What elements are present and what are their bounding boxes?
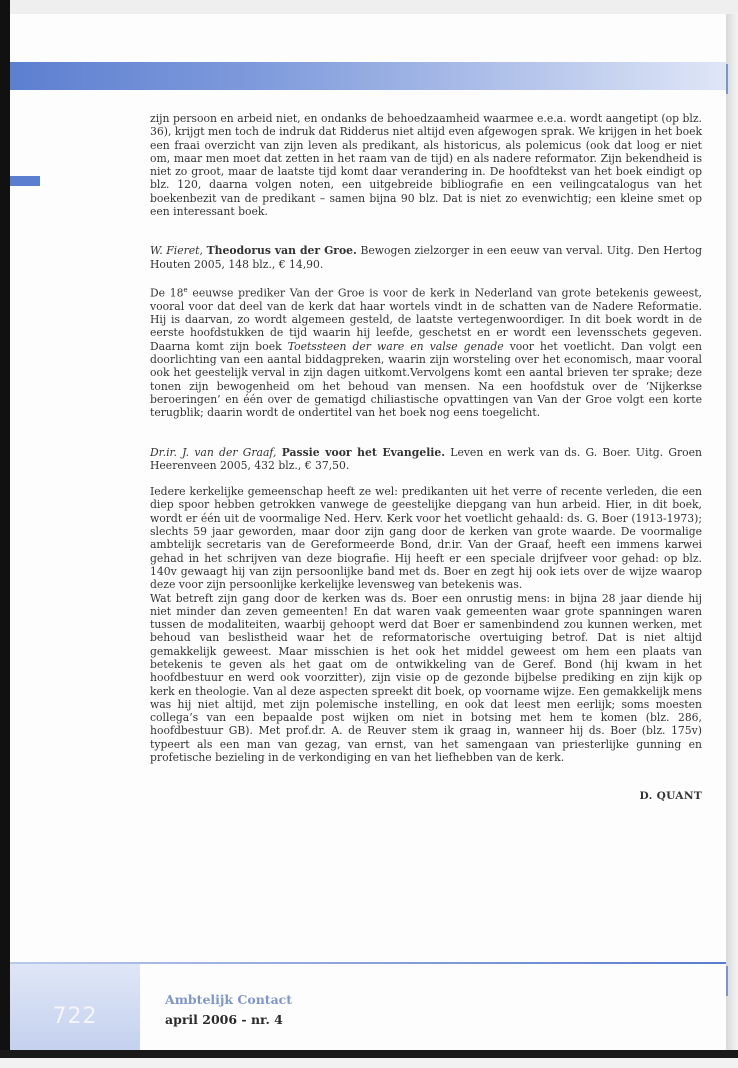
scan-bottom-edge (0, 1050, 738, 1068)
publication-name: Ambtelijk Contact (165, 992, 293, 1007)
header-color-bar (10, 62, 726, 90)
margin-marker (10, 176, 40, 186)
review-book-details: Leven en werk van ds. G. Boer. Uitg. Groen Heerenveen 2005, 432 blz., € 37,50. (150, 445, 702, 472)
author-signature: D. QUANT (639, 790, 702, 803)
review-byline (150, 244, 702, 271)
scan-left-edge (0, 0, 10, 1068)
magazine-page (10, 14, 726, 1050)
review-paragraph: Wat betreft zijn gang door de kerken was ds. Boer een onrustig mens: in bijna 28 jaar diende hij niet minder dan zeven gemeenten! En dat waren vaak gemeenten waar grote spanningen waren tussen de modaliteiten, waarbij gehoopt werd dat Boer er samenbindend zou kunnen werken, met behoud van beslistheid waar het de reformatorische overtuiging betrof. Dat is niet altijd gemakkelijk geweest. Maar misschien is het ook het middel geweest om hem een plaats van betekenis te geven als het gaat om de ontwikkeling van de Geref. Bond (hij kwam in het hoofdbestuur en werd ook voorzitter), zijn visie op de gezonde bijbelse prediking en zijn kijk op kerk en theologie. Van al deze aspecten spreekt dit boek, op voorname wijze. Een gemakkelijk mens was hij niet altijd, met zijn polemische instelling, en ook dat leest men eerlijk; soms moesten collega’s van een bepaalde post wijken om niet in botsing met hem te komen (blz. 286, hoofdbestuur GB). Met prof.dr. A. de Reuver stem ik graag in, wanneer hij ds. Boer (blz. 175v) typeert als een man van gezag, van ernst, van het samengaan van priesterlijke gunning en profetische bezieling in de verkondiging en van het liefhebben van de kerk. (150, 591, 702, 765)
scan-top-edge (10, 0, 738, 14)
scan-right-edge (726, 14, 738, 1050)
page-number: 722 (52, 1004, 98, 1029)
publication-issue: april 2006 - nr. 4 (165, 1012, 283, 1027)
article-body (150, 112, 702, 804)
review-paragraph: De 18e eeuwse prediker Van der Groe is voor de kerk in Nederland van grote betekenis geweest, vooral voor dat deel van de kerk dat haar wortels vindt in de schatten van de Nadere Reformatie. Hij is daarvan, zo wordt algemeen gesteld, de laatste vertegenwoordiger. In dit boek wordt in de eerste hoofdstukken de tijd waarin hij leefde, geschetst en er wordt een levensschets gegeven. Daarna komt zijn boek Toetssteen der ware en valse genade voor het voetlicht. Dan volgt een doorlichting van een aantal biddagpreken, waarin zijn worsteling over het economisch, maar vooral ook het geestelijk verval in zijn dagen uitkomt.Vervolgens komt een aantal brieven ter sprake; deze tonen zijn bewogenheid om het behoud van mensen. Na een hoofdstuk over de ‘Nijkerkse beroeringen’ en één over de gematigd chiliastische opvattingen van Van der Groe volgt een korte terugblik; daarin wordt de ondertitel van het boek nog eens toegelicht. (150, 285, 702, 420)
review-byline (150, 446, 702, 473)
review-author: Dr.ir. J. van der Graaf, (150, 445, 277, 459)
review-book-title: Passie voor het Evangelie. (281, 445, 446, 459)
review-paragraph: Iedere kerkelijke gemeenschap heeft ze wel: predikanten uit het verre of recente verleden, die een diep spoor hebben getrokken vanwege de geestelijke diepgang van hun arbeid. Hier, in dit boek, wordt er één uit de voormalige Ned. Herv. Kerk voor het voetlicht gehaald: ds. G. Boer (1913-1973); slechts 59 jaar geworden, maar door zijn gang door de kerken van grote waarde. De voormalige ambtelijk secretaris van de Gereformeerde Bond, dr.ir. Van der Graaf, heeft een immens karwei gehad in het schrijven van deze biografie. Hij heeft er een speciale drijfveer voor gehad: op blz. 140v gewaagt hij van zijn persoonlijke band met ds. Boer en zegt hij ook iets over de wijze waarop deze voor zijn persoonlijke kerkelijke levensweg van betekenis was. (150, 485, 702, 592)
review-book-title: Theodorus van der Groe. (206, 244, 357, 258)
review-book-details: Bewogen zielzorger in een eeuw van verval. Uitg. Den Hertog Houten 2005, 148 blz., € 14,90. (150, 244, 702, 271)
review-author: W. Fieret, (150, 244, 203, 258)
intro-paragraph: zijn persoon en arbeid niet, en ondanks de behoedzaamheid waarmee e.e.a. wordt aangetipt (op blz. 36), krijgt men toch de indruk dat Ridderus niet altijd even afgewogen sprak. We krijgen in het boek een fraai overzicht van zijn leven als predikant, als historicus, als polemicus (ook dat loog er niet om, maar men moet dat zetten in het raam van de tijd) en als nadere reformator. Zijn bekendheid is niet zo groot, maar de laatste tijd komt daar verandering in. De hoofdtekst van het boek eindigt op blz. 120, daarna volgen noten, een uitgebreide bibliografie en een veilingcatalogus van het boekenbezit van de predikant – samen bijna 90 blz. Dat is niet zo evenwichtig; een kleine smet op een interessant boek. (150, 112, 702, 219)
